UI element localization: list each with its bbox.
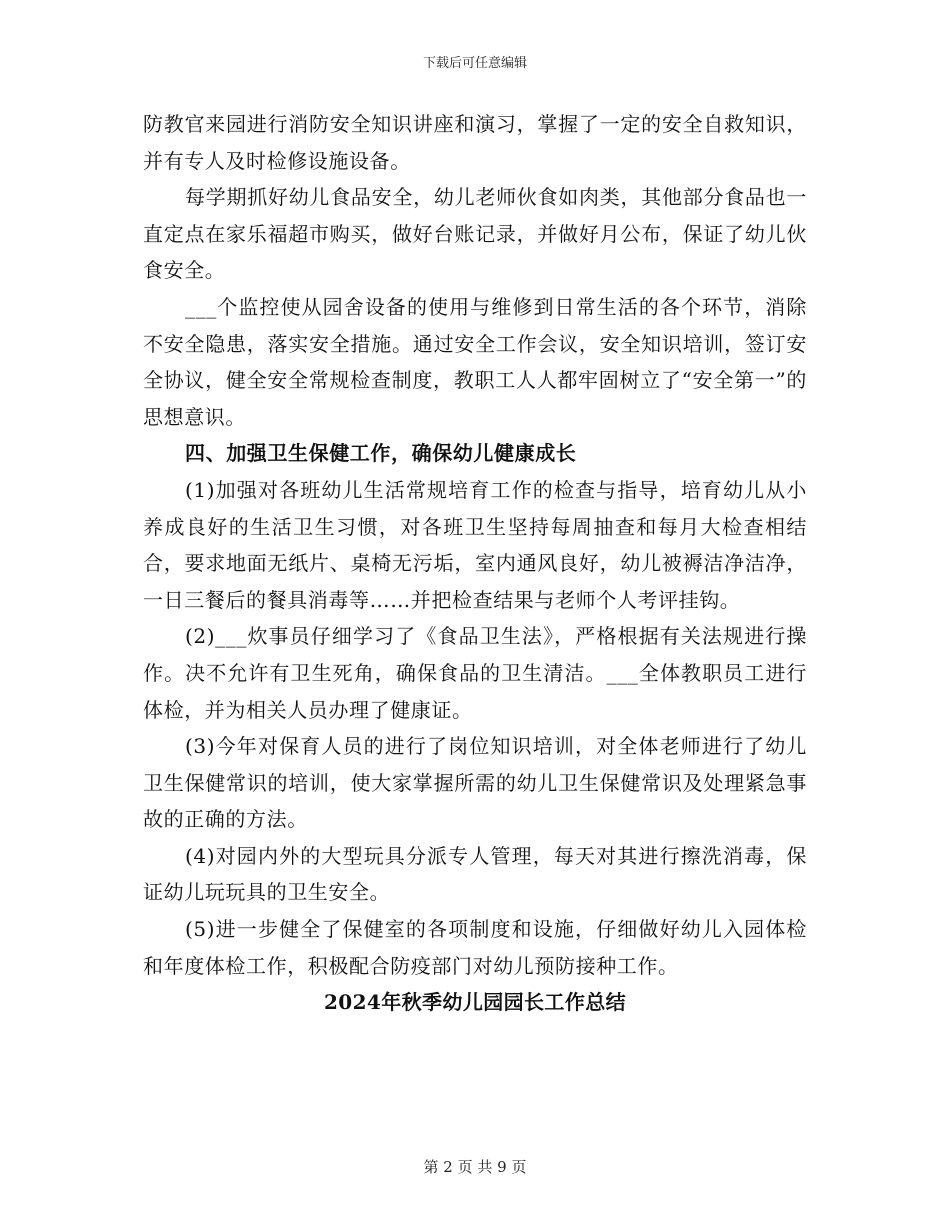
paragraph-fire-safety: 防教官来园进行消防安全知识讲座和演习，掌握了一定的安全自救知识，并有专人及时检修设施设备。 <box>143 112 807 173</box>
list-item-health-4: (4)对园内外的大型玩具分派专人管理，每天对其进行擦洗消毒，保证幼儿玩玩具的卫生安全。 <box>143 843 807 905</box>
page-header: 下载后可任意编辑 <box>422 56 527 71</box>
paragraph-monitoring: ___个监控使从园舍设备的使用与维修到日常生活的各个环节，消除不安全隐患，落实安全措施。通过安全工作会议，安全知识培训，签订安全协议，健全安全常规检查制度，教职工人人都牢固树立了“安全第一”的思想意识。 <box>143 294 807 429</box>
document-body <box>143 106 807 1021</box>
list-item-health-3: (3)今年对保育人员的进行了岗位知识培训，对全体老师进行了幼儿卫生保健常识的培训，使大家掌握所需的幼儿卫生保健常识及处理紧急事故的正确的方法。 <box>143 734 807 832</box>
list-item-health-1: (1)加强对各班幼儿生活常规培育工作的检查与指导，培育幼儿从小养成良好的生活卫生习惯，对各班卫生坚持每周抽查和每月大检查相结合，要求地面无纸片、桌椅无污垢，室内通风良好，幼儿被褥洁净洁净，一日三餐后的餐具消毒等……并把检查结果与老师个人考评挂钩。 <box>143 477 807 612</box>
list-item-health-5: (5)进一步健全了保健室的各项制度和设施，仔细做好幼儿入园体检和年度体检工作，积极配合防疫部门对幼儿预防接种工作。 <box>143 917 807 978</box>
next-document-title: 2024年秋季幼儿园园长工作总结 <box>323 990 627 1015</box>
page-footer: 第 2 页 共 9 页 <box>423 1158 527 1176</box>
list-item-health-2: (2)___炊事员仔细学习了《食品卫生法》，严格根据有关法规进行操作。决不允许有卫生死角，确保食品的卫生清洁。___全体教职员工进行体检，并为相关人员办理了健康证。 <box>143 624 807 722</box>
section-heading-health: 四、加强卫生保健工作，确保幼儿健康成长 <box>185 441 577 466</box>
paragraph-food-safety: 每学期抓好幼儿食品安全，幼儿老师伙食如肉类，其他部分食品也一直定点在家乐福超市购买，做好台账记录，并做好月公布，保证了幼儿伙食安全。 <box>143 185 807 283</box>
